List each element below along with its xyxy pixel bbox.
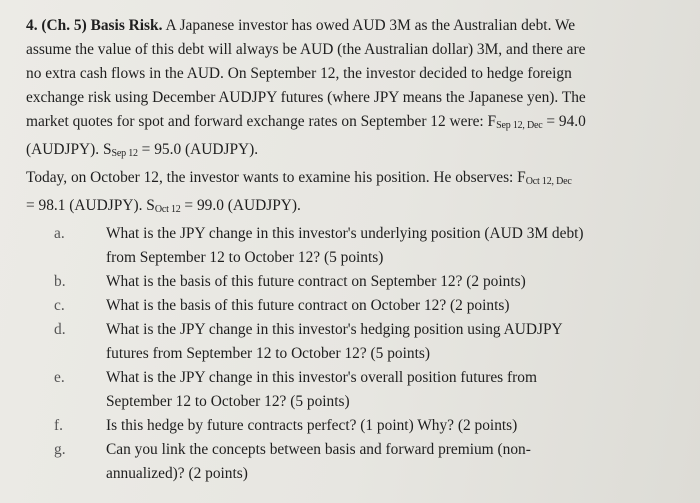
problem-line-8 bbox=[26, 194, 666, 222]
problem-line-5 bbox=[26, 110, 666, 138]
question-g bbox=[26, 438, 666, 486]
question-label: e. bbox=[54, 369, 65, 386]
problem-text-8a: = 98.1 (AUDJPY). S bbox=[26, 197, 155, 214]
question-label: g. bbox=[54, 441, 66, 458]
question-c bbox=[26, 294, 666, 318]
question-text: annualized)? (2 points) bbox=[106, 465, 248, 482]
question-label: a. bbox=[54, 225, 65, 242]
s-oct-subscript: Oct 12 bbox=[154, 204, 181, 215]
problem-chapter: (Ch. 5) bbox=[41, 17, 87, 34]
problem-number: 4. bbox=[26, 17, 38, 34]
s-sep-subscript: Sep 12 bbox=[111, 148, 138, 159]
problem-title: Basis Risk. bbox=[90, 17, 163, 34]
question-text: Is this hedge by future contracts perfect? (1 point) Why? (2 points) bbox=[106, 417, 518, 434]
problem-text-8b: = 99.0 (AUDJPY). bbox=[180, 197, 301, 214]
question-label: f. bbox=[54, 417, 63, 434]
problem-line-7 bbox=[26, 166, 666, 194]
problem-line-4: exchange risk using December AUDJPY futures (where JPY means the Japanese yen). The bbox=[26, 89, 586, 106]
problem-line-3: no extra cash flows in the AUD. On September 12, the investor decided to hedge foreign bbox=[26, 65, 572, 82]
problem-text-5: market quotes for spot and forward exchange rates on September 12 were: F bbox=[26, 113, 497, 130]
question-e bbox=[26, 366, 666, 414]
problem-text-1: A Japanese investor has owed AUD 3M as the Australian debt. We bbox=[165, 17, 576, 34]
f-sep-subscript: Sep 12, Dec bbox=[496, 120, 543, 131]
question-text: What is the JPY change in this investor's overall position futures from bbox=[106, 369, 537, 386]
question-label: c. bbox=[54, 297, 65, 314]
problem-line-1 bbox=[26, 14, 666, 38]
question-text: What is the JPY change in this investor's hedging position using AUDJPY bbox=[106, 321, 563, 338]
problem-text-7: Today, on October 12, the investor wants to examine his position. He observes: F bbox=[26, 169, 526, 186]
problem-line-2: assume the value of this debt will always be AUD (the Australian dollar) 3M, and there are bbox=[26, 41, 586, 58]
question-b bbox=[26, 270, 666, 294]
problem-text-6a: (AUDJPY). S bbox=[26, 141, 112, 158]
question-f bbox=[26, 414, 666, 438]
problem-statement bbox=[26, 14, 666, 222]
question-text: September 12 to October 12? (5 points) bbox=[106, 393, 350, 410]
question-text: from September 12 to October 12? (5 points) bbox=[106, 249, 384, 266]
problem-line-6 bbox=[26, 138, 666, 166]
f-sep-value: = 94.0 bbox=[542, 113, 586, 130]
question-label: b. bbox=[54, 273, 66, 290]
f-oct-subscript: Oct 12, Dec bbox=[525, 176, 572, 187]
question-label: d. bbox=[54, 321, 66, 338]
question-text: futures from September 12 to October 12? (5 points) bbox=[106, 345, 430, 362]
problem-text-6b: = 95.0 (AUDJPY). bbox=[137, 141, 259, 158]
question-text: What is the basis of this future contract on October 12? (2 points) bbox=[106, 297, 510, 314]
question-d bbox=[26, 318, 666, 366]
question-list bbox=[26, 222, 666, 486]
question-text: What is the JPY change in this investor's underlying position (AUD 3M debt) bbox=[106, 225, 584, 242]
question-text: Can you link the concepts between basis and forward premium (non- bbox=[106, 441, 531, 458]
problem-page bbox=[26, 14, 666, 486]
question-a bbox=[26, 222, 666, 270]
question-text: What is the basis of this future contract on September 12? (2 points) bbox=[106, 273, 526, 290]
